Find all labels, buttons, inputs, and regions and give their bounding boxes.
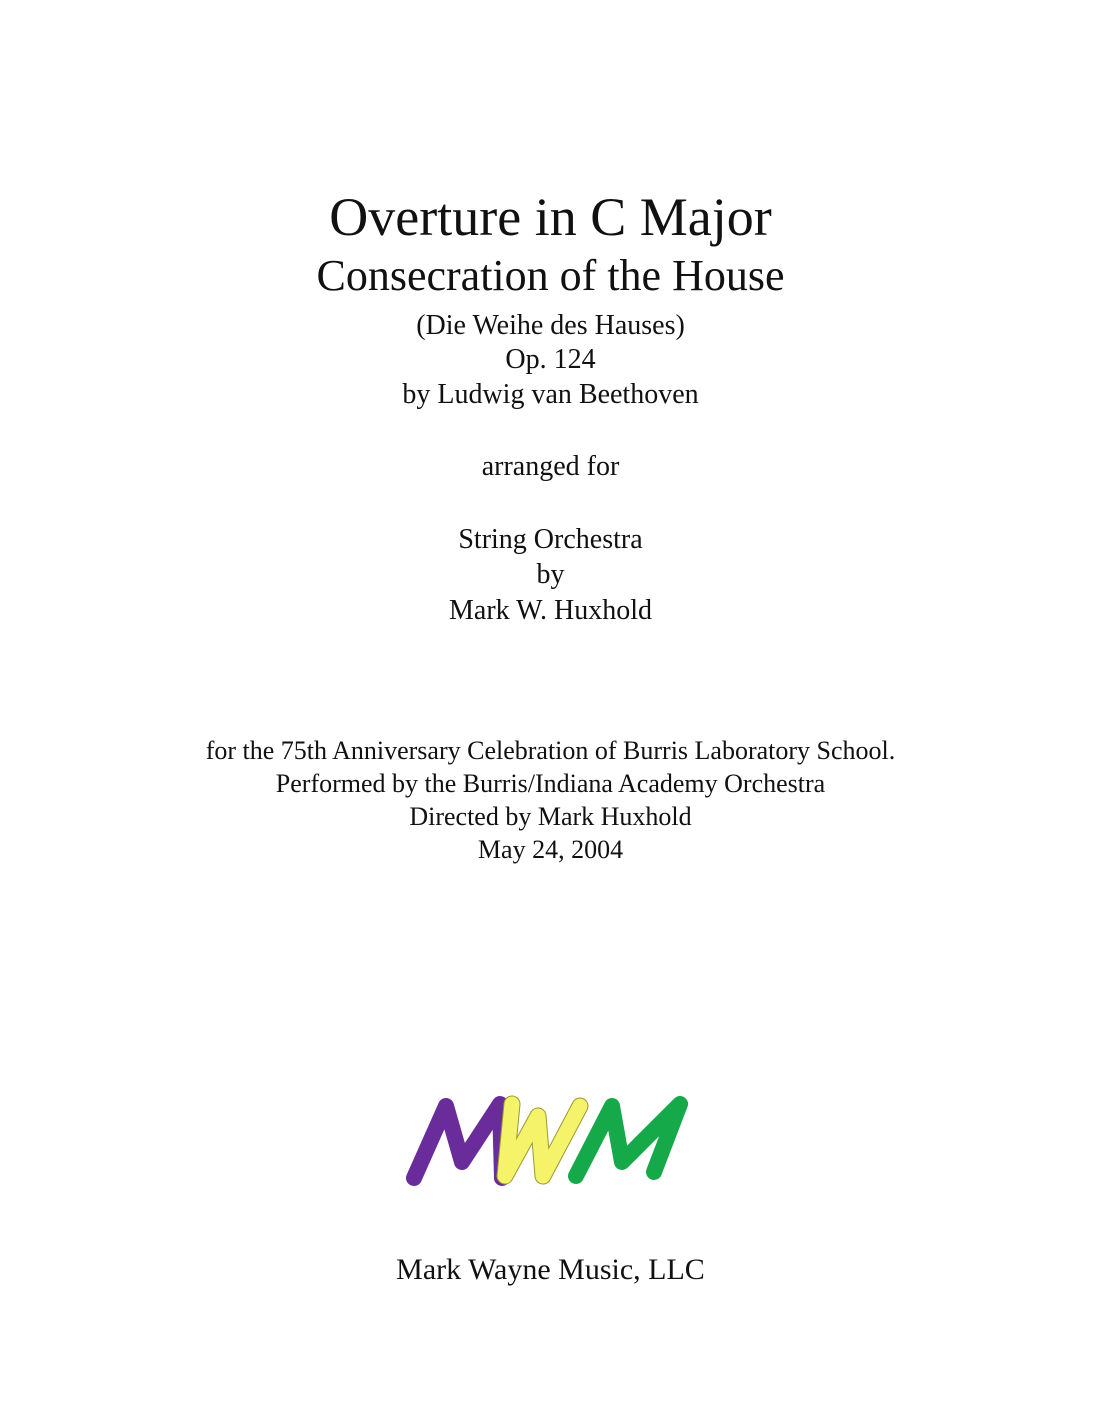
by-label: by [536, 559, 565, 590]
logo-letter-w [505, 1104, 580, 1176]
publisher-name: Mark Wayne Music, LLC [396, 1253, 705, 1286]
document-subtitle: Consecration of the House [316, 251, 785, 300]
arranger-name: Mark W. Huxhold [449, 595, 652, 626]
ensemble-name: String Orchestra [458, 524, 643, 555]
dedication-performed: Performed by the Burris/Indiana Academy Orchestra [275, 769, 826, 798]
dedication-occasion: for the 75th Anniversary Celebration of Burris Laboratory School. [205, 736, 896, 765]
mwm-logo [400, 1090, 695, 1190]
logo-letter-m-first [414, 1104, 502, 1178]
german-title: (Die Weihe des Hauses) [416, 310, 685, 341]
arranged-for-label: arranged for [481, 451, 620, 482]
composer-credit: by Ludwig van Beethoven [402, 379, 699, 410]
opus-number: Op. 124 [505, 344, 596, 375]
dedication-directed: Directed by Mark Huxhold [409, 802, 692, 831]
logo-letter-m-last [576, 1104, 680, 1176]
document-title: Overture in C Major [329, 187, 772, 247]
dedication-date: May 24, 2004 [477, 835, 624, 864]
